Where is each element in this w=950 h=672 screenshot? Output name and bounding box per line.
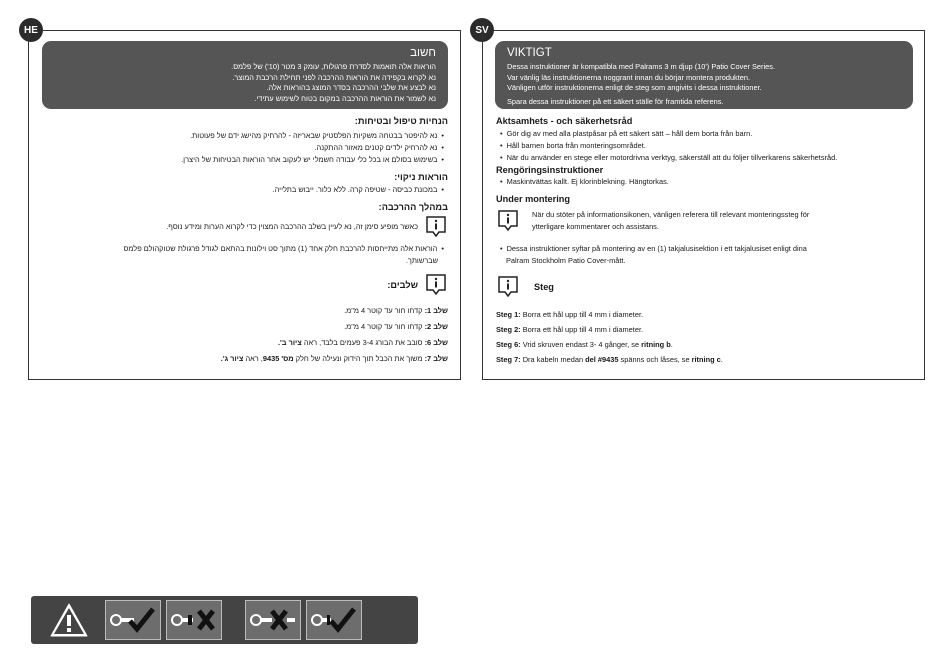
- sv-steps-heading-row: [496, 275, 916, 299]
- he-info-text: כאשר מופיע סימן זה, נא לעיין בשלב ההרכבה המצוין כדי לקרוא הערות ומידע נוסף.: [166, 222, 418, 231]
- he-important-line: הוראות אלה תואמות לסדרת פרגולות, עומק 3 מטר (10') של פלמס.: [231, 62, 436, 71]
- he-steps-heading-row: [40, 273, 448, 297]
- he-step-label: שלב 1:: [424, 306, 448, 315]
- he-step-label: שלב 6:: [424, 338, 448, 347]
- sv-info-row: [496, 209, 916, 233]
- screw-correct-icon: [306, 600, 362, 640]
- sv-safety-item: • Gör dig av med alla plastpåsar på ett säkert sätt – håll dem borta från barn.: [496, 128, 916, 140]
- sv-important-line: Spara dessa instruktioner på ett säkert ställe för framtida referens.: [507, 96, 724, 106]
- he-important-title: חשוב: [410, 47, 436, 59]
- sv-step-text: spänns och låses, se: [620, 355, 690, 364]
- sv-step-text: .: [670, 340, 673, 349]
- he-step-text: משוך את הכבל תוך הידוק ונעילה של חלק: [295, 354, 423, 363]
- sv-step: [496, 322, 916, 337]
- he-steps-list: [40, 303, 448, 367]
- sv-safety-item: • När du använder en stege eller motordrivna verktyg, säkerställ att du följer tillverkarens säkerhetsråd.: [496, 152, 916, 164]
- he-safety-item: • נא להרחיק ילדים קטנים מאזור ההתקנה.: [40, 142, 448, 154]
- language-badge-sv: SV: [470, 18, 494, 42]
- info-icon: [496, 209, 520, 233]
- sv-step-text: Vrid skruven endast 3- 4 gånger, se: [522, 340, 640, 349]
- he-cleaning-item: • במכונת כביסה - שטיפה קרה. ללא כלור. ייבוש בתלייה.: [40, 184, 448, 196]
- screw-correct-icon: [105, 600, 161, 640]
- sv-important-line: Var vänlig läs instruktionerna noggrant innan du börjar montera produkten.: [507, 72, 751, 82]
- sv-cleaning-item: • Maskintvättas kallt. Ej klorinblekning. Hängtorkas.: [496, 176, 916, 188]
- he-step: [40, 319, 448, 335]
- sv-content: [496, 116, 916, 367]
- language-badge-he: HE: [19, 18, 43, 42]
- sv-important-title: VIKTIGT: [507, 47, 552, 59]
- sv-info-text: ytterligare kommentarer och assistans.: [532, 222, 659, 231]
- sv-step: [496, 352, 916, 367]
- he-important-line: נא לקרוא בקפידה את הוראות ההרכבה לפני תחילת הרכבת המוצר.: [232, 72, 436, 82]
- sv-step-label: Steg 1:: [496, 310, 521, 319]
- sv-important-line: Dessa instruktioner är kompatibla med Palrams 3 m djup (10') Patio Cover Series.: [507, 62, 775, 71]
- he-step-label: שלב 2:: [424, 322, 448, 331]
- info-icon: [424, 273, 448, 297]
- he-step-text: קדחו חור עד קוטר 4 מ"מ.: [344, 322, 423, 331]
- sv-during-item-cont: Palram Stockholm Patio Cover-mått.: [506, 256, 626, 265]
- sv-steps-list: [496, 307, 916, 367]
- sv-step-label: Steg 6:: [496, 340, 521, 349]
- he-steps-heading: שלבים:: [387, 280, 418, 290]
- he-step: [40, 303, 448, 319]
- he-step-ref: ציור ב'.: [277, 338, 302, 347]
- info-icon: [496, 275, 520, 299]
- he-step-part: מס' 9435: [262, 354, 294, 363]
- sv-important-line: Vänligen utför instruktionerna enligt de steg som angivits i dessa instruktioner.: [507, 83, 762, 92]
- sv-step-part: del #9435: [585, 355, 619, 364]
- he-safety-item: • נא להיפטר בבטחה משקיות הפלסטיק שבאריזה - להרחיק מהישג ידם של פעוטות.: [40, 130, 448, 142]
- he-step: [40, 351, 448, 367]
- he-step: [40, 335, 448, 351]
- sv-during-item: • Dessa instruktioner syftar på montering av en (1) takjalusisektion i ett takjalusiset enligt dina: [496, 243, 916, 255]
- he-important-box: [42, 41, 448, 109]
- he-step-text: קדחו חור עד קוטר 4 מ"מ.: [344, 306, 423, 315]
- sv-step-ref: ritning c: [691, 355, 721, 364]
- he-during-item-cont: שברשותך.: [405, 256, 438, 265]
- screw-wrong-icon: [166, 600, 222, 640]
- he-during-item: • הוראות אלה מתייחסות להרכבת חלק אחד (1) מתוך סט וילונות בהתאם לגודל פרגולת שטוקהולם פלמס: [40, 243, 448, 255]
- he-safety-item: • בשימוש בסולם או בכל כלי עבודה חשמלי יש לעקוב אחר הוראות הבטיחות של היצרן.: [40, 154, 448, 166]
- sv-step-text: Borra ett hål upp till 4 mm i diameter.: [522, 310, 644, 319]
- sv-safety-heading: Aktsamhets - och säkerhetsråd: [496, 116, 633, 126]
- sv-steps-heading: Steg: [534, 282, 554, 292]
- info-icon: [424, 215, 448, 239]
- he-info-row: [40, 215, 448, 239]
- he-important-line: נא לבצע את שלבי ההרכבה בסדר המוצג בהוראות אלה.: [266, 83, 436, 92]
- he-step-text: , ראה: [245, 354, 263, 363]
- sv-step-text: Dra kabeln medan: [522, 355, 584, 364]
- sv-important-box: [495, 41, 913, 109]
- sv-info-text: När du stöter på informationsikonen, vänligen referera till relevant monteringssteg för: [532, 210, 810, 219]
- he-step-text: סובב את הבורג 3-4 פעמים בלבד, ראה: [303, 338, 423, 347]
- he-step-label: שלב 7:: [424, 354, 448, 363]
- he-safety-heading: הנחיות טיפול ובטיחות:: [354, 116, 448, 126]
- screw-wrong-icon: [245, 600, 301, 640]
- screw-warning-strip: [31, 596, 418, 644]
- sv-step-text: .: [720, 355, 723, 364]
- sv-step: [496, 337, 916, 352]
- he-content: [40, 116, 448, 367]
- he-during-heading: במהלך ההרכבה:: [378, 202, 448, 212]
- sv-step: [496, 307, 916, 322]
- sv-step-ref: ritning b: [641, 340, 671, 349]
- sv-safety-item: • Håll barnen borta från monteringsområdet.: [496, 140, 916, 152]
- he-important-line: נא לשמור את הוראות ההרכבה במקום בטוח לשימוש עתידי.: [254, 93, 436, 103]
- sv-during-heading: Under montering: [496, 194, 571, 204]
- sv-cleaning-heading: Rengöringsinstruktioner: [496, 165, 604, 175]
- sv-step-label: Steg 7:: [496, 355, 521, 364]
- he-cleaning-heading: הוראות ניקוי:: [394, 172, 448, 182]
- warning-triangle-icon: [49, 602, 89, 638]
- he-step-ref: ציור ג'.: [220, 354, 244, 363]
- sv-step-text: Borra ett hål upp till 4 mm i diameter.: [522, 325, 644, 334]
- sv-step-label: Steg 2:: [496, 325, 521, 334]
